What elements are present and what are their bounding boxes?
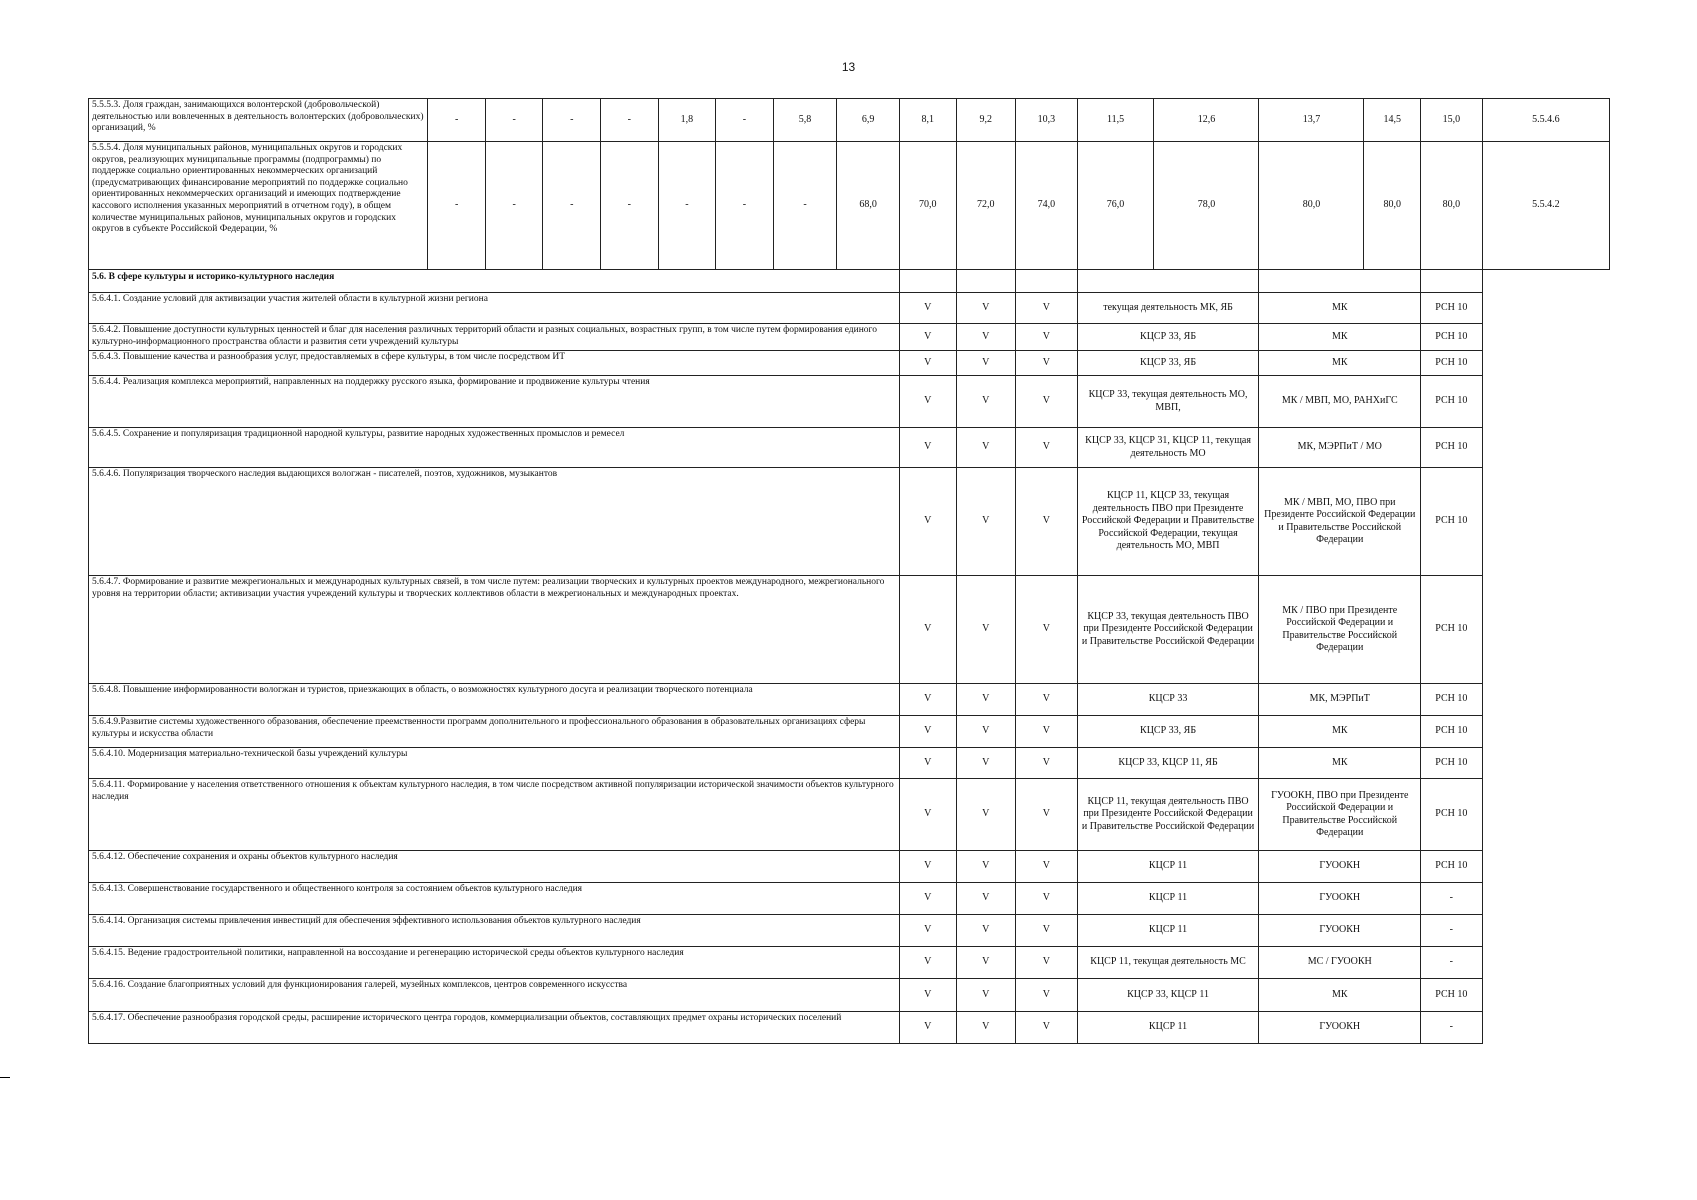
indicator-value: - xyxy=(773,142,837,270)
mark-v: V xyxy=(956,376,1016,428)
funding-source: КЦСР 11 xyxy=(1077,915,1259,947)
funding-source: КЦСР 11 xyxy=(1077,851,1259,883)
indicator-value: 74,0 xyxy=(1016,142,1078,270)
mark-v: V xyxy=(1016,915,1078,947)
measure-row xyxy=(89,376,1610,428)
measure-row xyxy=(89,851,1610,883)
measure-row xyxy=(89,1012,1610,1044)
measure-description: 5.6.4.10. Модернизация материально-технической базы учреждений культуры xyxy=(89,748,900,779)
mark-v: V xyxy=(956,915,1016,947)
executor: МК, МЭРПиТ / МО xyxy=(1259,428,1421,468)
mark-v: V xyxy=(899,1012,956,1044)
mark-v: V xyxy=(899,293,956,324)
executor: МК xyxy=(1259,716,1421,748)
funding-source: КЦСР 33, ЯБ xyxy=(1077,324,1259,351)
measure-description: 5.6.4.2. Повышение доступности культурных ценностей и благ для населения различных территорий области и разных социальных, возрастных групп, в том числе путем формирования единого культурно-информационного пространства области и развития сети учреждений культуры xyxy=(89,324,900,351)
mark-v: V xyxy=(899,576,956,684)
indicator-value: 13,7 xyxy=(1259,99,1364,142)
indicator-value: - xyxy=(601,142,659,270)
measure-row xyxy=(89,428,1610,468)
mark-v: V xyxy=(899,779,956,851)
mark-v: V xyxy=(956,716,1016,748)
mark-v: V xyxy=(1016,293,1078,324)
mark-v: V xyxy=(956,293,1016,324)
indicator-value: 8,1 xyxy=(899,99,956,142)
mark-v: V xyxy=(899,748,956,779)
measure-description: 5.6.4.16. Создание благоприятных условий для функционирования галерей, музейных комплексов, центров современного искусства xyxy=(89,979,900,1012)
indicator-value: 12,6 xyxy=(1154,99,1259,142)
reference: РСН 10 xyxy=(1421,468,1483,576)
mark-v: V xyxy=(899,883,956,915)
section-title: 5.6. В сфере культуры и историко-культурного наследия xyxy=(89,270,900,293)
indicator-value: - xyxy=(428,99,486,142)
reference: - xyxy=(1421,883,1483,915)
measure-row xyxy=(89,947,1610,979)
funding-source: текущая деятельность МК, ЯБ xyxy=(1077,293,1259,324)
empty-cell xyxy=(899,270,956,293)
measure-row xyxy=(89,779,1610,851)
mark-v: V xyxy=(899,716,956,748)
measure-row xyxy=(89,324,1610,351)
reference: - xyxy=(1421,947,1483,979)
indicator-value: - xyxy=(543,99,601,142)
empty-cell xyxy=(1421,270,1483,293)
executor: МК xyxy=(1259,979,1421,1012)
executor: МК, МЭРПиТ xyxy=(1259,684,1421,716)
indicator-value: 80,0 xyxy=(1364,142,1421,270)
measure-row xyxy=(89,915,1610,947)
mark-v: V xyxy=(1016,376,1078,428)
reference: РСН 10 xyxy=(1421,979,1483,1012)
indicator-value: - xyxy=(485,99,543,142)
mark-v: V xyxy=(1016,883,1078,915)
indicator-value: - xyxy=(716,142,774,270)
mark-v: V xyxy=(956,324,1016,351)
measure-description: 5.6.4.13. Совершенствование государственного и общественного контроля за состоянием объектов культурного наследия xyxy=(89,883,900,915)
mark-v: V xyxy=(1016,468,1078,576)
measure-description: 5.6.4.9.Развитие системы художественного образования, обеспечение преемственности программ дополнительного и профессионального образования в образовательных организациях сферы культуры и искусства области xyxy=(89,716,900,748)
indicator-value: 78,0 xyxy=(1154,142,1259,270)
mark-v: V xyxy=(899,428,956,468)
funding-source: КЦСР 33, КЦСР 11, ЯБ xyxy=(1077,748,1259,779)
funding-source: КЦСР 33, текущая деятельность МО, МВП, xyxy=(1077,376,1259,428)
executor: МК / ПВО при Президенте Российской Федерации и Правительстве Российской Федерации xyxy=(1259,576,1421,684)
measure-description: 5.6.4.6. Популяризация творческого наследия выдающихся вологжан - писателей, поэтов, художников, музыкантов xyxy=(89,468,900,576)
mark-v: V xyxy=(1016,716,1078,748)
executor: ГУООКН xyxy=(1259,883,1421,915)
measure-description: 5.6.4.4. Реализация комплекса мероприятий, направленных на поддержку русского языка, формирование и продвижение культуры чтения xyxy=(89,376,900,428)
indicator-value: 68,0 xyxy=(837,142,900,270)
executor: МК xyxy=(1259,324,1421,351)
mark-v: V xyxy=(956,748,1016,779)
indicator-value: 9,2 xyxy=(956,99,1016,142)
executor: МК / МВП, МО, ПВО при Президенте Российской Федерации и Правительстве Российской Федерации xyxy=(1259,468,1421,576)
mark-v: V xyxy=(956,468,1016,576)
empty-cell xyxy=(956,270,1016,293)
reference: - xyxy=(1421,915,1483,947)
indicator-description: 5.5.5.4. Доля муниципальных районов, муниципальных округов и городских округов, реализующих муниципальные программы (подпрограммы) по поддержке социально ориентированных некоммерческих организаций (предусматривающих финансирование мероприятий по поддержке социально ориентированных некоммерческих организаций и имеющих подтверждение кассового исполнения указанных мероприятий в отчетном году), в общем количестве муниципальных районов, муниципальных округов и городских округов в субъекте Российской Федерации, % xyxy=(89,142,428,270)
indicator-value: 80,0 xyxy=(1421,142,1483,270)
executor: МК xyxy=(1259,748,1421,779)
indicator-value: - xyxy=(485,142,543,270)
funding-source: КЦСР 11 xyxy=(1077,883,1259,915)
mark-v: V xyxy=(899,979,956,1012)
indicator-value: 5.5.4.2 xyxy=(1482,142,1609,270)
indicator-value: 76,0 xyxy=(1077,142,1154,270)
mark-v: V xyxy=(899,851,956,883)
indicator-value: 14,5 xyxy=(1364,99,1421,142)
executor: ГУООКН xyxy=(1259,851,1421,883)
reference: РСН 10 xyxy=(1421,748,1483,779)
mark-v: V xyxy=(956,684,1016,716)
mark-v: V xyxy=(1016,351,1078,376)
reference: - xyxy=(1421,1012,1483,1044)
reference: РСН 10 xyxy=(1421,428,1483,468)
indicator-value: - xyxy=(658,142,716,270)
indicator-value: 6,9 xyxy=(837,99,900,142)
mark-v: V xyxy=(956,947,1016,979)
mark-v: V xyxy=(1016,428,1078,468)
measure-description: 5.6.4.14. Организация системы привлечения инвестиций для обеспечения эффективного использования объектов культурного наследия xyxy=(89,915,900,947)
section-row xyxy=(89,270,1610,293)
measure-row xyxy=(89,468,1610,576)
mark-v: V xyxy=(899,915,956,947)
indicator-row xyxy=(89,142,1610,270)
margin-mark xyxy=(0,1077,10,1078)
reference: РСН 10 xyxy=(1421,293,1483,324)
mark-v: V xyxy=(956,851,1016,883)
measure-row xyxy=(89,883,1610,915)
indicator-value: 5,8 xyxy=(773,99,837,142)
indicator-value: 11,5 xyxy=(1077,99,1154,142)
mark-v: V xyxy=(899,351,956,376)
measure-description: 5.6.4.3. Повышение качества и разнообразия услуг, предоставляемых в сфере культуры, в том числе посредством ИТ xyxy=(89,351,900,376)
mark-v: V xyxy=(1016,324,1078,351)
indicator-row xyxy=(89,99,1610,142)
mark-v: V xyxy=(956,979,1016,1012)
funding-source: КЦСР 33, ЯБ xyxy=(1077,351,1259,376)
empty-cell xyxy=(1077,270,1259,293)
indicator-value: 10,3 xyxy=(1016,99,1078,142)
measure-row xyxy=(89,979,1610,1012)
indicator-value: - xyxy=(543,142,601,270)
executor: ГУООКН, ПВО при Президенте Российской Федерации и Правительстве Российской Федерации xyxy=(1259,779,1421,851)
measure-description: 5.6.4.12. Обеспечение сохранения и охраны объектов культурного наследия xyxy=(89,851,900,883)
funding-source: КЦСР 11, КЦСР 33, текущая деятельность ПВО при Президенте Российской Федерации и Правительстве Российской Федерации, текущая деятельность МО, МВП xyxy=(1077,468,1259,576)
mark-v: V xyxy=(956,351,1016,376)
funding-source: КЦСР 33, КЦСР 31, КЦСР 11, текущая деятельность МО xyxy=(1077,428,1259,468)
indicator-value: 1,8 xyxy=(658,99,716,142)
funding-source: КЦСР 33, текущая деятельность ПВО при Президенте Российской Федерации и Правительстве Российской Федерации xyxy=(1077,576,1259,684)
executor: МК xyxy=(1259,293,1421,324)
indicator-value: - xyxy=(428,142,486,270)
indicator-value: 70,0 xyxy=(899,142,956,270)
mark-v: V xyxy=(956,428,1016,468)
measure-description: 5.6.4.5. Сохранение и популяризация традиционной народной культуры, развитие народных художественных промыслов и ремесел xyxy=(89,428,900,468)
strategy-table xyxy=(88,98,1610,1044)
reference: РСН 10 xyxy=(1421,851,1483,883)
measure-row xyxy=(89,748,1610,779)
table-body xyxy=(89,99,1610,1044)
measure-description: 5.6.4.11. Формирование у населения ответственного отношения к объектам культурного наследия, в том числе посредством активной популяризации исторической значимости объектов культурного наследия xyxy=(89,779,900,851)
indicator-description: 5.5.5.3. Доля граждан, занимающихся волонтерской (добровольческой) деятельностью или вовлеченных в деятельность волонтерских (добровольческих) организаций, % xyxy=(89,99,428,142)
reference: РСН 10 xyxy=(1421,324,1483,351)
mark-v: V xyxy=(1016,779,1078,851)
measure-description: 5.6.4.8. Повышение информированности вологжан и туристов, приезжающих в область, о возможностях культурного досуга и реализации творческого потенциала xyxy=(89,684,900,716)
indicator-value: 15,0 xyxy=(1421,99,1483,142)
reference: РСН 10 xyxy=(1421,684,1483,716)
funding-source: КЦСР 11, текущая деятельность МС xyxy=(1077,947,1259,979)
reference: РСН 10 xyxy=(1421,779,1483,851)
mark-v: V xyxy=(956,576,1016,684)
mark-v: V xyxy=(1016,576,1078,684)
mark-v: V xyxy=(899,324,956,351)
executor: МК / МВП, МО, РАНХиГС xyxy=(1259,376,1421,428)
executor: ГУООКН xyxy=(1259,1012,1421,1044)
mark-v: V xyxy=(956,779,1016,851)
indicator-value: - xyxy=(716,99,774,142)
reference: РСН 10 xyxy=(1421,716,1483,748)
indicator-value: 72,0 xyxy=(956,142,1016,270)
measure-row xyxy=(89,716,1610,748)
page-number: 13 xyxy=(841,60,856,74)
mark-v: V xyxy=(1016,1012,1078,1044)
funding-source: КЦСР 11, текущая деятельность ПВО при Президенте Российской Федерации и Правительстве Российской Федерации xyxy=(1077,779,1259,851)
mark-v: V xyxy=(1016,684,1078,716)
mark-v: V xyxy=(899,684,956,716)
measure-row xyxy=(89,351,1610,376)
measure-row xyxy=(89,576,1610,684)
indicator-value: 5.5.4.6 xyxy=(1482,99,1609,142)
empty-cell xyxy=(1016,270,1078,293)
measure-row xyxy=(89,293,1610,324)
mark-v: V xyxy=(1016,947,1078,979)
indicator-value: - xyxy=(601,99,659,142)
measure-description: 5.6.4.7. Формирование и развитие межрегиональных и международных культурных связей, в том числе путем: реализации творческих и культурных проектов международного, межрегионального уровня на территории области; активизации участия учреждений культуры и творческих коллективов области в межрегиональных и международных проектах. xyxy=(89,576,900,684)
executor: МК xyxy=(1259,351,1421,376)
mark-v: V xyxy=(1016,979,1078,1012)
mark-v: V xyxy=(899,947,956,979)
measure-description: 5.6.4.17. Обеспечение разнообразия городской среды, расширение исторического центра городов, коммерциализации объектов, составляющих предмет охраны исторических поселений xyxy=(89,1012,900,1044)
mark-v: V xyxy=(956,883,1016,915)
funding-source: КЦСР 33, КЦСР 11 xyxy=(1077,979,1259,1012)
mark-v: V xyxy=(956,1012,1016,1044)
mark-v: V xyxy=(1016,748,1078,779)
measure-description: 5.6.4.1. Создание условий для активизации участия жителей области в культурной жизни региона xyxy=(89,293,900,324)
funding-source: КЦСР 33 xyxy=(1077,684,1259,716)
indicator-value: 80,0 xyxy=(1259,142,1364,270)
funding-source: КЦСР 33, ЯБ xyxy=(1077,716,1259,748)
funding-source: КЦСР 11 xyxy=(1077,1012,1259,1044)
mark-v: V xyxy=(899,376,956,428)
executor: МС / ГУООКН xyxy=(1259,947,1421,979)
reference: РСН 10 xyxy=(1421,351,1483,376)
mark-v: V xyxy=(1016,851,1078,883)
reference: РСН 10 xyxy=(1421,576,1483,684)
executor: ГУООКН xyxy=(1259,915,1421,947)
mark-v: V xyxy=(899,468,956,576)
empty-cell xyxy=(1259,270,1421,293)
measure-description: 5.6.4.15. Ведение градостроительной политики, направленной на воссоздание и регенерацию исторической среды объектов культурного наследия xyxy=(89,947,900,979)
reference: РСН 10 xyxy=(1421,376,1483,428)
measure-row xyxy=(89,684,1610,716)
